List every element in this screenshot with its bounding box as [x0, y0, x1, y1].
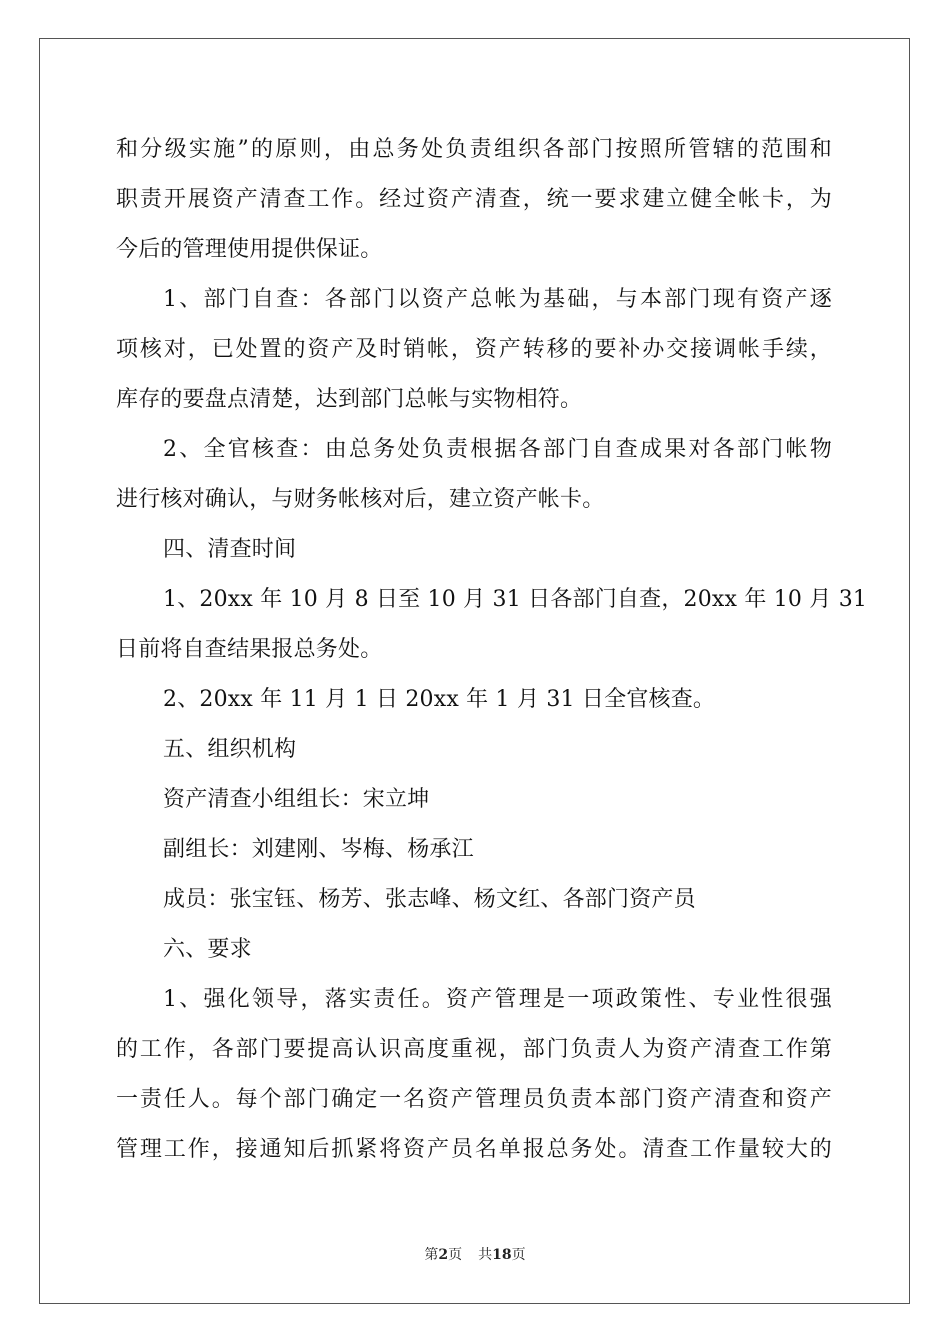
paragraph-line: 管理工作，接通知后抓紧将资产员名单报总务处。清查工作量较大的: [116, 1137, 832, 1162]
paragraph-line: 职责开展资产清查工作。经过资产清查，统一要求建立健全帐卡，为: [116, 187, 832, 212]
paragraph-line: 1、强化领导，落实责任。资产管理是一项政策性、专业性很强: [163, 987, 832, 1012]
paragraph-line: 1、部门自查：各部门以资产总帐为基础，与本部门现有资产逐: [163, 287, 832, 312]
paragraph-line: 和分级实施”的原则，由总务处负责组织各部门按照所管辖的范围和: [116, 137, 832, 162]
paragraph-line: 进行核对确认，与财务帐核对后，建立资产帐卡。: [116, 487, 605, 512]
total-pages: 18: [492, 1247, 512, 1263]
total-suffix: 页: [511, 1247, 526, 1263]
page-footer: [0, 1244, 950, 1264]
paragraph-line: 库存的要盘点清楚，达到部门总帐与实物相符。: [116, 387, 583, 412]
page-number: 2: [438, 1247, 449, 1263]
total-prefix: 共: [478, 1247, 493, 1263]
page-suffix: 页: [448, 1247, 463, 1263]
section-heading: 六、要求: [163, 937, 252, 962]
paragraph-line: 日前将自查结果报总务处。: [116, 637, 383, 662]
page-prefix: 第: [424, 1247, 439, 1263]
section-heading: 四、清查时间: [163, 537, 297, 562]
paragraph-line: 项核对，已处置的资产及时销帐，资产转移的要补办交接调帐手续，: [116, 337, 832, 362]
document-body: [116, 125, 868, 1175]
paragraph-line: 1、20xx 年 10 月 8 日至 10 月 31 日各部门自查，20xx 年 10 月 31: [163, 587, 868, 612]
paragraph-line: 一责任人。每个部门确定一名资产管理员负责本部门资产清查和资产: [116, 1087, 832, 1112]
paragraph-line: 今后的管理使用提供保证。: [116, 237, 383, 262]
paragraph-line: 副组长：刘建刚、岑梅、杨承江: [163, 837, 474, 862]
paragraph-line: 的工作，各部门要提高认识高度重视，部门负责人为资产清查工作第: [116, 1037, 832, 1062]
section-heading: 五、组织机构: [163, 737, 297, 762]
paragraph-line: 2、20xx 年 11 月 1 日 20xx 年 1 月 31 日全官核查。: [163, 687, 716, 712]
paragraph-line: 成员：张宝钰、杨芳、张志峰、杨文红、各部门资产员: [163, 887, 696, 912]
paragraph-line: 2、全官核查：由总务处负责根据各部门自查成果对各部门帐物: [163, 437, 832, 462]
paragraph-line: 资产清查小组组长：宋立坤: [163, 787, 430, 812]
